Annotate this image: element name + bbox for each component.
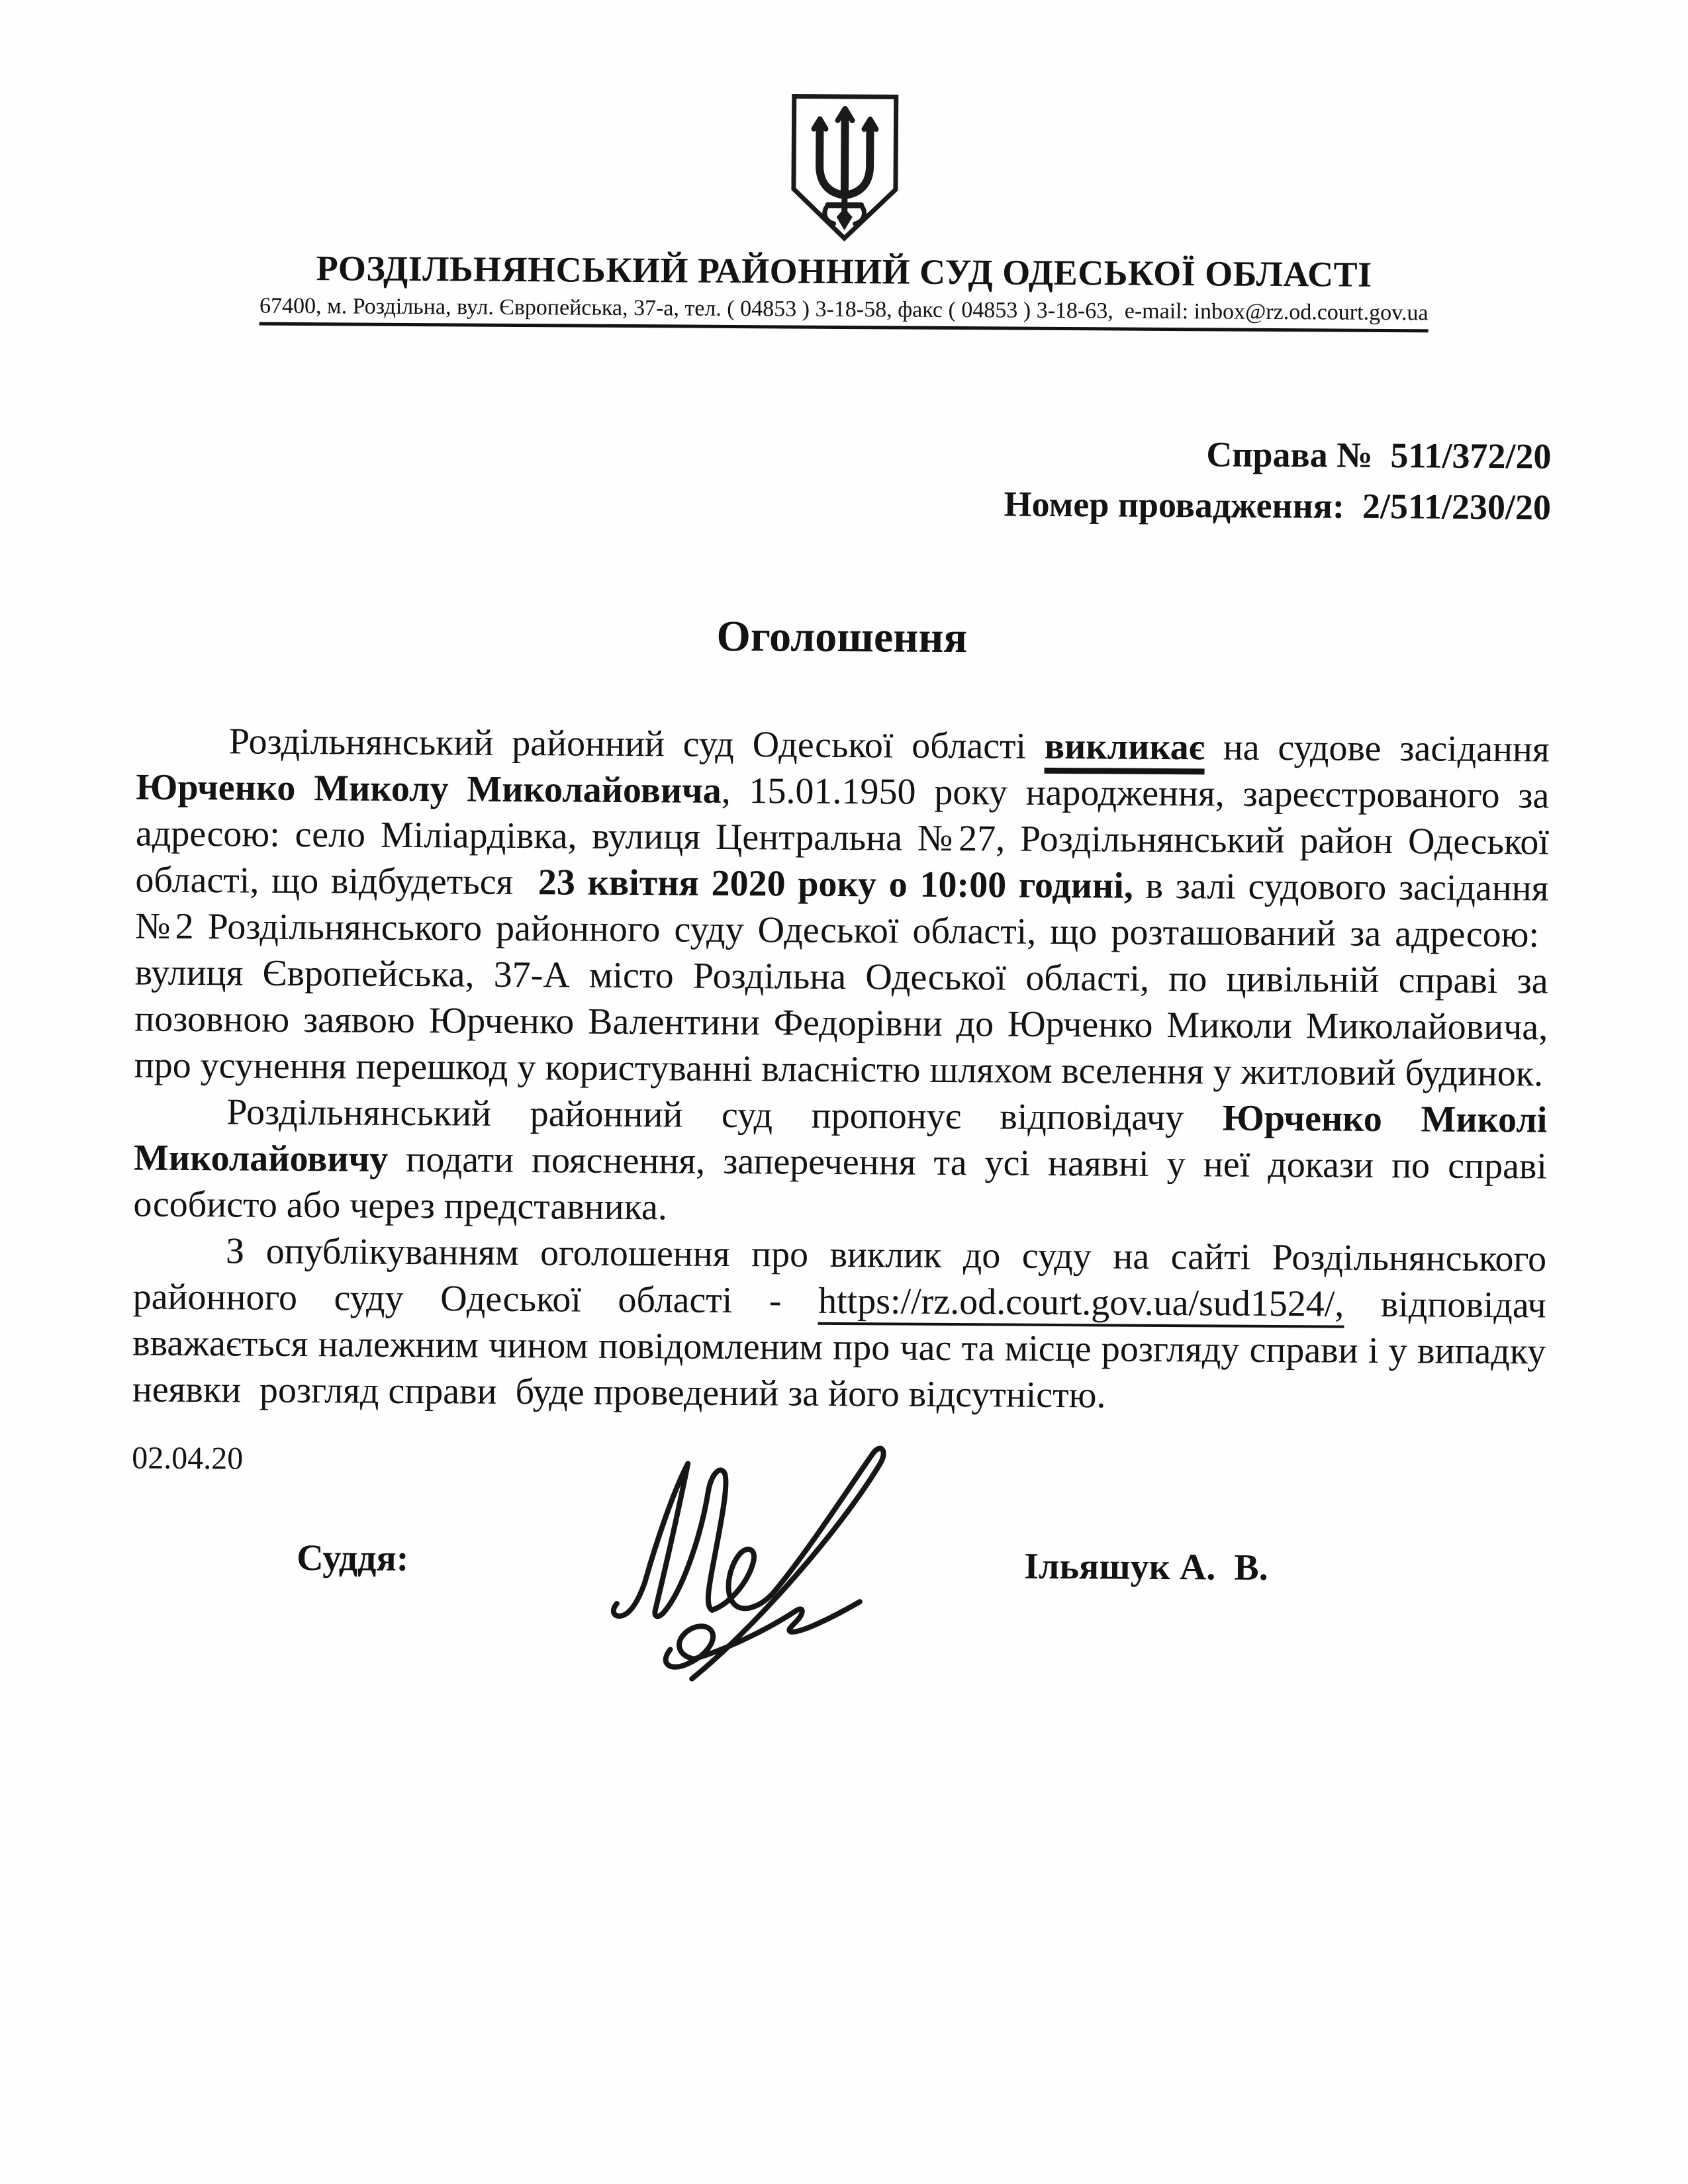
text-run: подати пояснення, заперечення та усі наявні у неї докази по справі особисто або через представника. [133,1138,1548,1228]
defendant-name-bold: Юрченко Миколу Миколайовича [136,766,722,811]
defendant-name-bold: Юрченко Миколі Миколайовичу [133,1097,1548,1180]
document-date: 02.04.20 [132,1440,244,1477]
judge-signature [606,1430,941,1704]
court-name: РОЗДІЛЬНЯНСЬКИЙ РАЙОННИЙ СУД ОДЕСЬКОЇ ОБЛАСТІ [316,248,1372,295]
text-run: Роздільнянський районний суд Одеської області [228,721,1045,767]
hearing-datetime-bold: 23 квітня 2020 року о 10:00 годині, [538,862,1133,907]
coat-of-arms-icon [788,91,901,244]
text-run: відповідач вважається належним чином повідомленим про час та місце розгляду справи і у випадку неявки розгляд справи буде проведений за його відсутністю. [132,1283,1546,1416]
paragraph-publication [132,1227,1547,1421]
text-run: З опублікуванням оголошення про виклик до суду на сайті Роздільнянського районного суду Одеської області - [132,1230,1547,1322]
proceeding-number-line: Номер провадження: 2/511/230/20 [1004,484,1552,527]
document-title: Оголошення [716,612,968,662]
text-run: в залі судового засідання №2 Роздільнянського районного суду Одеської області, що розташований за адресою: вулиця Європейська, 37-А місто Роздільна Одеської області, по цивільній справі за позовною заявою Юрченко Валентини Федорівни до Юрченко Миколи Миколайовича, про усунення перешкод у користуванні власністю шляхом вселення у житловий будинок. [134,865,1549,1095]
court-website-url: https://rz.od.court.gov.ua/sud1524/, [818,1281,1344,1328]
text-run: , 15.01.1950 року народження, зареєстрованого за адресою: село Міліардівка, вулиця Центральна №27, Роздільнянський район Одеської області, що відбудеться [135,770,1550,903]
paragraph-summons [134,717,1550,1097]
case-number-line: Справа № 511/372/20 [1206,434,1552,477]
court-address-line [0,291,1688,334]
paragraph-instructions [133,1088,1547,1236]
text-run: Роздільнянський районний суд пропонує відповідачу [226,1091,1223,1139]
document-body [132,717,1550,1421]
judge-label: Суддя: [297,1537,409,1580]
court-address-text: 67400, м. Роздільна, вул. Європейська, 37-а, тел. ( 04853 ) 3-18-58, факс ( 04853 ) 3-18-63, e-mail: inbox@rz.od.court.gov.ua [259,293,1429,333]
judge-name: Ільяшук А. В. [1024,1545,1268,1588]
case-number-block [0,422,1552,533]
text-run: на судове засідання [1204,727,1550,770]
signature-row [130,1527,1545,1814]
summons-word-underlined: викликає [1045,726,1205,774]
